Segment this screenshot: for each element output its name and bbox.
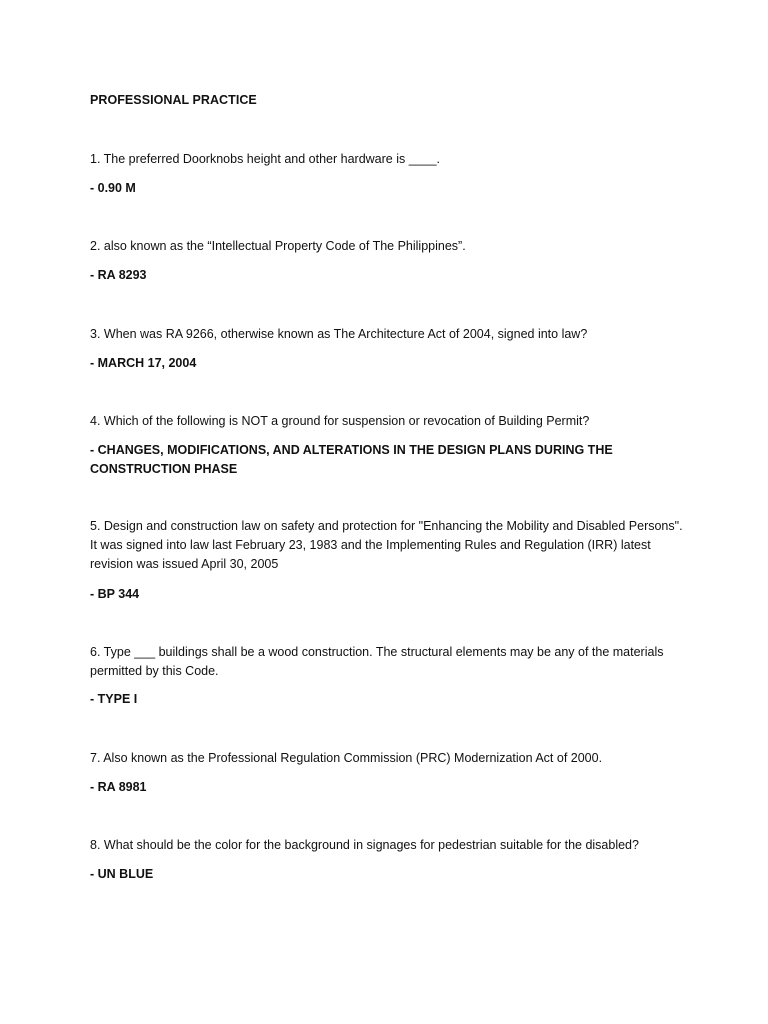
question-6: 6. Type ___ buildings shall be a wood construction. The structural elements may be any of the materials permitted by this Code. xyxy=(90,645,664,678)
document-title: PROFESSIONAL PRACTICE xyxy=(90,93,257,107)
answer-1: - 0.90 M xyxy=(90,181,136,195)
answer-4: - CHANGES, MODIFICATIONS, AND ALTERATIONS IN THE DESIGN PLANS DURING THE CONSTRUCTION PHASE xyxy=(90,443,613,476)
answer-7: - RA 8981 xyxy=(90,780,147,794)
answer-3: - MARCH 17, 2004 xyxy=(90,356,197,370)
question-7: 7. Also known as the Professional Regulation Commission (PRC) Modernization Act of 2000. xyxy=(90,751,603,765)
answer-5: - BP 344 xyxy=(90,587,140,601)
question-8: 8. What should be the color for the background in signages for pedestrian suitable for the disabled? xyxy=(90,838,639,852)
question-3: 3. When was RA 9266, otherwise known as The Architecture Act of 2004, signed into law? xyxy=(90,327,588,341)
answer-2: - RA 8293 xyxy=(90,268,147,282)
question-4: 4. Which of the following is NOT a ground for suspension or revocation of Building Permit? xyxy=(90,414,590,428)
answer-8: - UN BLUE xyxy=(90,867,154,881)
question-1: 1. The preferred Doorknobs height and other hardware is ____. xyxy=(90,152,440,166)
question-2: 2. also known as the “Intellectual Property Code of The Philippines”. xyxy=(90,239,466,253)
question-5: 5. Design and construction law on safety and protection for "Enhancing the Mobility and Disabled Persons". It was signed into law last February 23, 1983 and the Implementing Rules and Regulation (IRR) latest revision was issued April 30, 2005 xyxy=(90,519,683,571)
answer-6: - TYPE I xyxy=(90,692,138,706)
